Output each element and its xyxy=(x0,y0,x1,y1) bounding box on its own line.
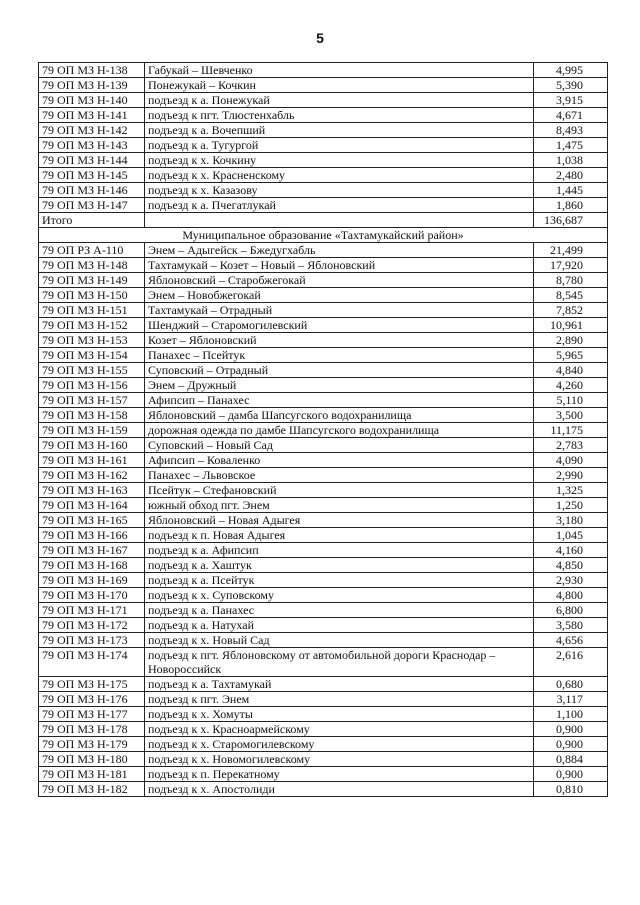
road-length: 4,656 xyxy=(534,633,608,648)
road-name: подъезд к а. Тугургой xyxy=(145,138,534,153)
table-row xyxy=(39,408,608,423)
table-row xyxy=(39,618,608,633)
road-length: 1,100 xyxy=(534,707,608,722)
table-row xyxy=(39,123,608,138)
road-name: подъезд к х. Красноармейскому xyxy=(145,722,534,737)
road-name: подъезд к а. Натухай xyxy=(145,618,534,633)
road-code: 79 ОП МЗ Н-169 xyxy=(39,573,145,588)
table-row xyxy=(39,737,608,752)
road-length: 5,390 xyxy=(534,78,608,93)
road-code: 79 ОП МЗ Н-156 xyxy=(39,378,145,393)
road-length: 2,930 xyxy=(534,573,608,588)
table-row xyxy=(39,93,608,108)
road-code: 79 ОП МЗ Н-149 xyxy=(39,273,145,288)
road-name: Козет – Яблоновский xyxy=(145,333,534,348)
road-code: 79 ОП МЗ Н-182 xyxy=(39,782,145,797)
table-row xyxy=(39,153,608,168)
road-length: 0,884 xyxy=(534,752,608,767)
road-name: подъезд к а. Хаштук xyxy=(145,558,534,573)
total-label: Итого xyxy=(39,213,145,228)
table-row xyxy=(39,168,608,183)
road-name: подъезд к пгт. Яблоновскому от автомобильной дороги Краснодар – Новороссийск xyxy=(145,648,534,677)
road-code: 79 ОП МЗ Н-180 xyxy=(39,752,145,767)
road-length: 1,038 xyxy=(534,153,608,168)
table-row xyxy=(39,722,608,737)
road-length: 2,783 xyxy=(534,438,608,453)
road-name: подъезд к х. Казазову xyxy=(145,183,534,198)
road-code: 79 ОП МЗ Н-160 xyxy=(39,438,145,453)
road-code: 79 ОП МЗ Н-152 xyxy=(39,318,145,333)
road-code: 79 ОП МЗ Н-151 xyxy=(39,303,145,318)
road-length: 4,995 xyxy=(534,63,608,78)
road-name: подъезд к х. Апостолиди xyxy=(145,782,534,797)
road-name: подъезд к п. Новая Адыгея xyxy=(145,528,534,543)
road-length: 4,800 xyxy=(534,588,608,603)
road-name: Энем – Адыгейск – Бжедугхабль xyxy=(145,243,534,258)
road-length: 4,850 xyxy=(534,558,608,573)
road-code: 79 ОП МЗ Н-154 xyxy=(39,348,145,363)
road-code: 79 ОП МЗ Н-174 xyxy=(39,648,145,677)
table-row xyxy=(39,423,608,438)
road-length: 2,990 xyxy=(534,468,608,483)
road-code: 79 ОП МЗ Н-147 xyxy=(39,198,145,213)
road-name: подъезд к х. Хомуты xyxy=(145,707,534,722)
road-length: 8,493 xyxy=(534,123,608,138)
road-code: 79 ОП МЗ Н-179 xyxy=(39,737,145,752)
road-name: подъезд к а. Афипсип xyxy=(145,543,534,558)
section-header: Муниципальное образование «Тахтамукайский район» xyxy=(39,228,608,243)
road-code: 79 ОП МЗ Н-146 xyxy=(39,183,145,198)
road-length: 2,616 xyxy=(534,648,608,677)
road-length: 5,965 xyxy=(534,348,608,363)
road-name: южный обход пгт. Энем xyxy=(145,498,534,513)
table-row xyxy=(39,78,608,93)
road-length: 4,260 xyxy=(534,378,608,393)
road-length: 11,175 xyxy=(534,423,608,438)
table-row xyxy=(39,138,608,153)
table-row xyxy=(39,543,608,558)
table-row xyxy=(39,303,608,318)
road-name: подъезд к а. Пчегатлукай xyxy=(145,198,534,213)
road-name: Суповский – Отрадный xyxy=(145,363,534,378)
table-row xyxy=(39,603,608,618)
road-length: 1,475 xyxy=(534,138,608,153)
table-row xyxy=(39,333,608,348)
road-code: 79 ОП МЗ Н-139 xyxy=(39,78,145,93)
table-row xyxy=(39,498,608,513)
table-row xyxy=(39,258,608,273)
road-length: 8,780 xyxy=(534,273,608,288)
road-code: 79 ОП МЗ Н-163 xyxy=(39,483,145,498)
road-name: подъезд к пгт. Энем xyxy=(145,692,534,707)
table-row xyxy=(39,782,608,797)
road-code: 79 ОП МЗ Н-161 xyxy=(39,453,145,468)
table-row xyxy=(39,183,608,198)
road-length: 3,915 xyxy=(534,93,608,108)
road-code: 79 ОП МЗ Н-142 xyxy=(39,123,145,138)
road-code: 79 ОП МЗ Н-175 xyxy=(39,677,145,692)
road-length: 3,180 xyxy=(534,513,608,528)
road-length: 6,800 xyxy=(534,603,608,618)
road-length: 0,680 xyxy=(534,677,608,692)
table-row xyxy=(39,588,608,603)
road-length: 4,160 xyxy=(534,543,608,558)
road-code: 79 ОП МЗ Н-176 xyxy=(39,692,145,707)
road-code: 79 ОП МЗ Н-181 xyxy=(39,767,145,782)
road-name: Суповский – Новый Сад xyxy=(145,438,534,453)
road-name: Панахес – Псейтук xyxy=(145,348,534,363)
road-name: Энем – Новобжегокай xyxy=(145,288,534,303)
road-name: Яблоновский – дамба Шапсугского водохранилища xyxy=(145,408,534,423)
road-name: подъезд к пгт. Тлюстенхабль xyxy=(145,108,534,123)
road-name: Тахтамукай – Отрадный xyxy=(145,303,534,318)
road-length: 4,840 xyxy=(534,363,608,378)
road-name: подъезд к х. Кочкину xyxy=(145,153,534,168)
road-name: Тахтамукай – Козет – Новый – Яблоновский xyxy=(145,258,534,273)
road-code: 79 ОП МЗ Н-177 xyxy=(39,707,145,722)
road-name: Афипсип – Панахес xyxy=(145,393,534,408)
road-name: подъезд к а. Вочепший xyxy=(145,123,534,138)
table-row xyxy=(39,513,608,528)
table-row xyxy=(39,348,608,363)
road-code: 79 ОП МЗ Н-155 xyxy=(39,363,145,378)
road-name: Панахес – Львовское xyxy=(145,468,534,483)
road-length: 21,499 xyxy=(534,243,608,258)
road-length: 1,445 xyxy=(534,183,608,198)
table-row xyxy=(39,692,608,707)
table-row xyxy=(39,558,608,573)
road-code: 79 ОП МЗ Н-168 xyxy=(39,558,145,573)
table-row xyxy=(39,63,608,78)
road-name: подъезд к а. Псейтук xyxy=(145,573,534,588)
road-code: 79 ОП МЗ Н-150 xyxy=(39,288,145,303)
road-length: 1,250 xyxy=(534,498,608,513)
road-code: 79 ОП МЗ Н-138 xyxy=(39,63,145,78)
road-code: 79 ОП МЗ Н-178 xyxy=(39,722,145,737)
road-name: Афипсип – Коваленко xyxy=(145,453,534,468)
road-code: 79 ОП МЗ Н-171 xyxy=(39,603,145,618)
road-length: 5,110 xyxy=(534,393,608,408)
road-length: 10,961 xyxy=(534,318,608,333)
road-name: дорожная одежда по дамбе Шапсугского водохранилища xyxy=(145,423,534,438)
road-name: подъезд к а. Панахес xyxy=(145,603,534,618)
road-length: 8,545 xyxy=(534,288,608,303)
road-code: 79 ОП МЗ Н-141 xyxy=(39,108,145,123)
table-row xyxy=(39,108,608,123)
table-row xyxy=(39,378,608,393)
table-row xyxy=(39,468,608,483)
road-length: 4,671 xyxy=(534,108,608,123)
table-row xyxy=(39,648,608,677)
table-row xyxy=(39,528,608,543)
table-row xyxy=(39,767,608,782)
table-row xyxy=(39,752,608,767)
road-code: 79 ОП МЗ Н-153 xyxy=(39,333,145,348)
road-length: 0,900 xyxy=(534,722,608,737)
section-header-row xyxy=(39,228,608,243)
road-code: 79 ОП МЗ Н-158 xyxy=(39,408,145,423)
road-name: Габукай – Шевченко xyxy=(145,63,534,78)
road-length: 2,890 xyxy=(534,333,608,348)
road-code: 79 ОП МЗ Н-140 xyxy=(39,93,145,108)
road-code: 79 ОП РЗ А-110 xyxy=(39,243,145,258)
road-code: 79 ОП МЗ Н-170 xyxy=(39,588,145,603)
roads-table xyxy=(38,62,608,797)
road-length: 3,117 xyxy=(534,692,608,707)
road-length: 1,325 xyxy=(534,483,608,498)
road-code: 79 ОП МЗ Н-143 xyxy=(39,138,145,153)
table-row xyxy=(39,573,608,588)
road-code: 79 ОП МЗ Н-165 xyxy=(39,513,145,528)
table-row xyxy=(39,288,608,303)
table-row xyxy=(39,198,608,213)
road-name: подъезд к х. Красненскому xyxy=(145,168,534,183)
road-name: Яблоновский – Новая Адыгея xyxy=(145,513,534,528)
road-name: подъезд к а. Понежукай xyxy=(145,93,534,108)
table-row xyxy=(39,707,608,722)
road-code: 79 ОП МЗ Н-144 xyxy=(39,153,145,168)
total-row xyxy=(39,213,608,228)
road-name: подъезд к х. Новомогилевскому xyxy=(145,752,534,767)
road-length: 0,900 xyxy=(534,737,608,752)
road-length: 4,090 xyxy=(534,453,608,468)
table-row xyxy=(39,438,608,453)
road-code: 79 ОП МЗ Н-159 xyxy=(39,423,145,438)
road-length: 0,900 xyxy=(534,767,608,782)
total-empty-cell xyxy=(145,213,534,228)
road-name: подъезд к а. Тахтамукай xyxy=(145,677,534,692)
table-row xyxy=(39,273,608,288)
road-length: 3,500 xyxy=(534,408,608,423)
total-length: 136,687 xyxy=(534,213,608,228)
table-row xyxy=(39,318,608,333)
road-name: подъезд к х. Суповскому xyxy=(145,588,534,603)
road-name: подъезд к п. Перекатному xyxy=(145,767,534,782)
road-name: Понежукай – Кочкин xyxy=(145,78,534,93)
page-number: 5 xyxy=(316,30,324,46)
table-row xyxy=(39,363,608,378)
road-code: 79 ОП МЗ Н-148 xyxy=(39,258,145,273)
road-length: 1,045 xyxy=(534,528,608,543)
road-name: Яблоновский – Старобжегокай xyxy=(145,273,534,288)
table-row xyxy=(39,393,608,408)
road-length: 17,920 xyxy=(534,258,608,273)
road-name: подъезд к х. Новый Сад xyxy=(145,633,534,648)
road-name: Псейтук – Стефановский xyxy=(145,483,534,498)
road-code: 79 ОП МЗ Н-157 xyxy=(39,393,145,408)
road-name: Энем – Дружный xyxy=(145,378,534,393)
roads-table-part2 xyxy=(39,243,608,797)
table-row xyxy=(39,453,608,468)
road-code: 79 ОП МЗ Н-164 xyxy=(39,498,145,513)
roads-table-part1 xyxy=(39,63,608,213)
table-row xyxy=(39,483,608,498)
road-length: 3,580 xyxy=(534,618,608,633)
road-length: 7,852 xyxy=(534,303,608,318)
total-section xyxy=(39,213,608,243)
table-row xyxy=(39,677,608,692)
road-length: 1,860 xyxy=(534,198,608,213)
road-code: 79 ОП МЗ Н-167 xyxy=(39,543,145,558)
road-code: 79 ОП МЗ Н-162 xyxy=(39,468,145,483)
road-length: 2,480 xyxy=(534,168,608,183)
road-code: 79 ОП МЗ Н-172 xyxy=(39,618,145,633)
road-name: подъезд к х. Старомогилевскому xyxy=(145,737,534,752)
table-row xyxy=(39,633,608,648)
road-name: Шенджий – Старомогилевский xyxy=(145,318,534,333)
road-code: 79 ОП МЗ Н-173 xyxy=(39,633,145,648)
road-code: 79 ОП МЗ Н-145 xyxy=(39,168,145,183)
road-code: 79 ОП МЗ Н-166 xyxy=(39,528,145,543)
table-row xyxy=(39,243,608,258)
road-length: 0,810 xyxy=(534,782,608,797)
